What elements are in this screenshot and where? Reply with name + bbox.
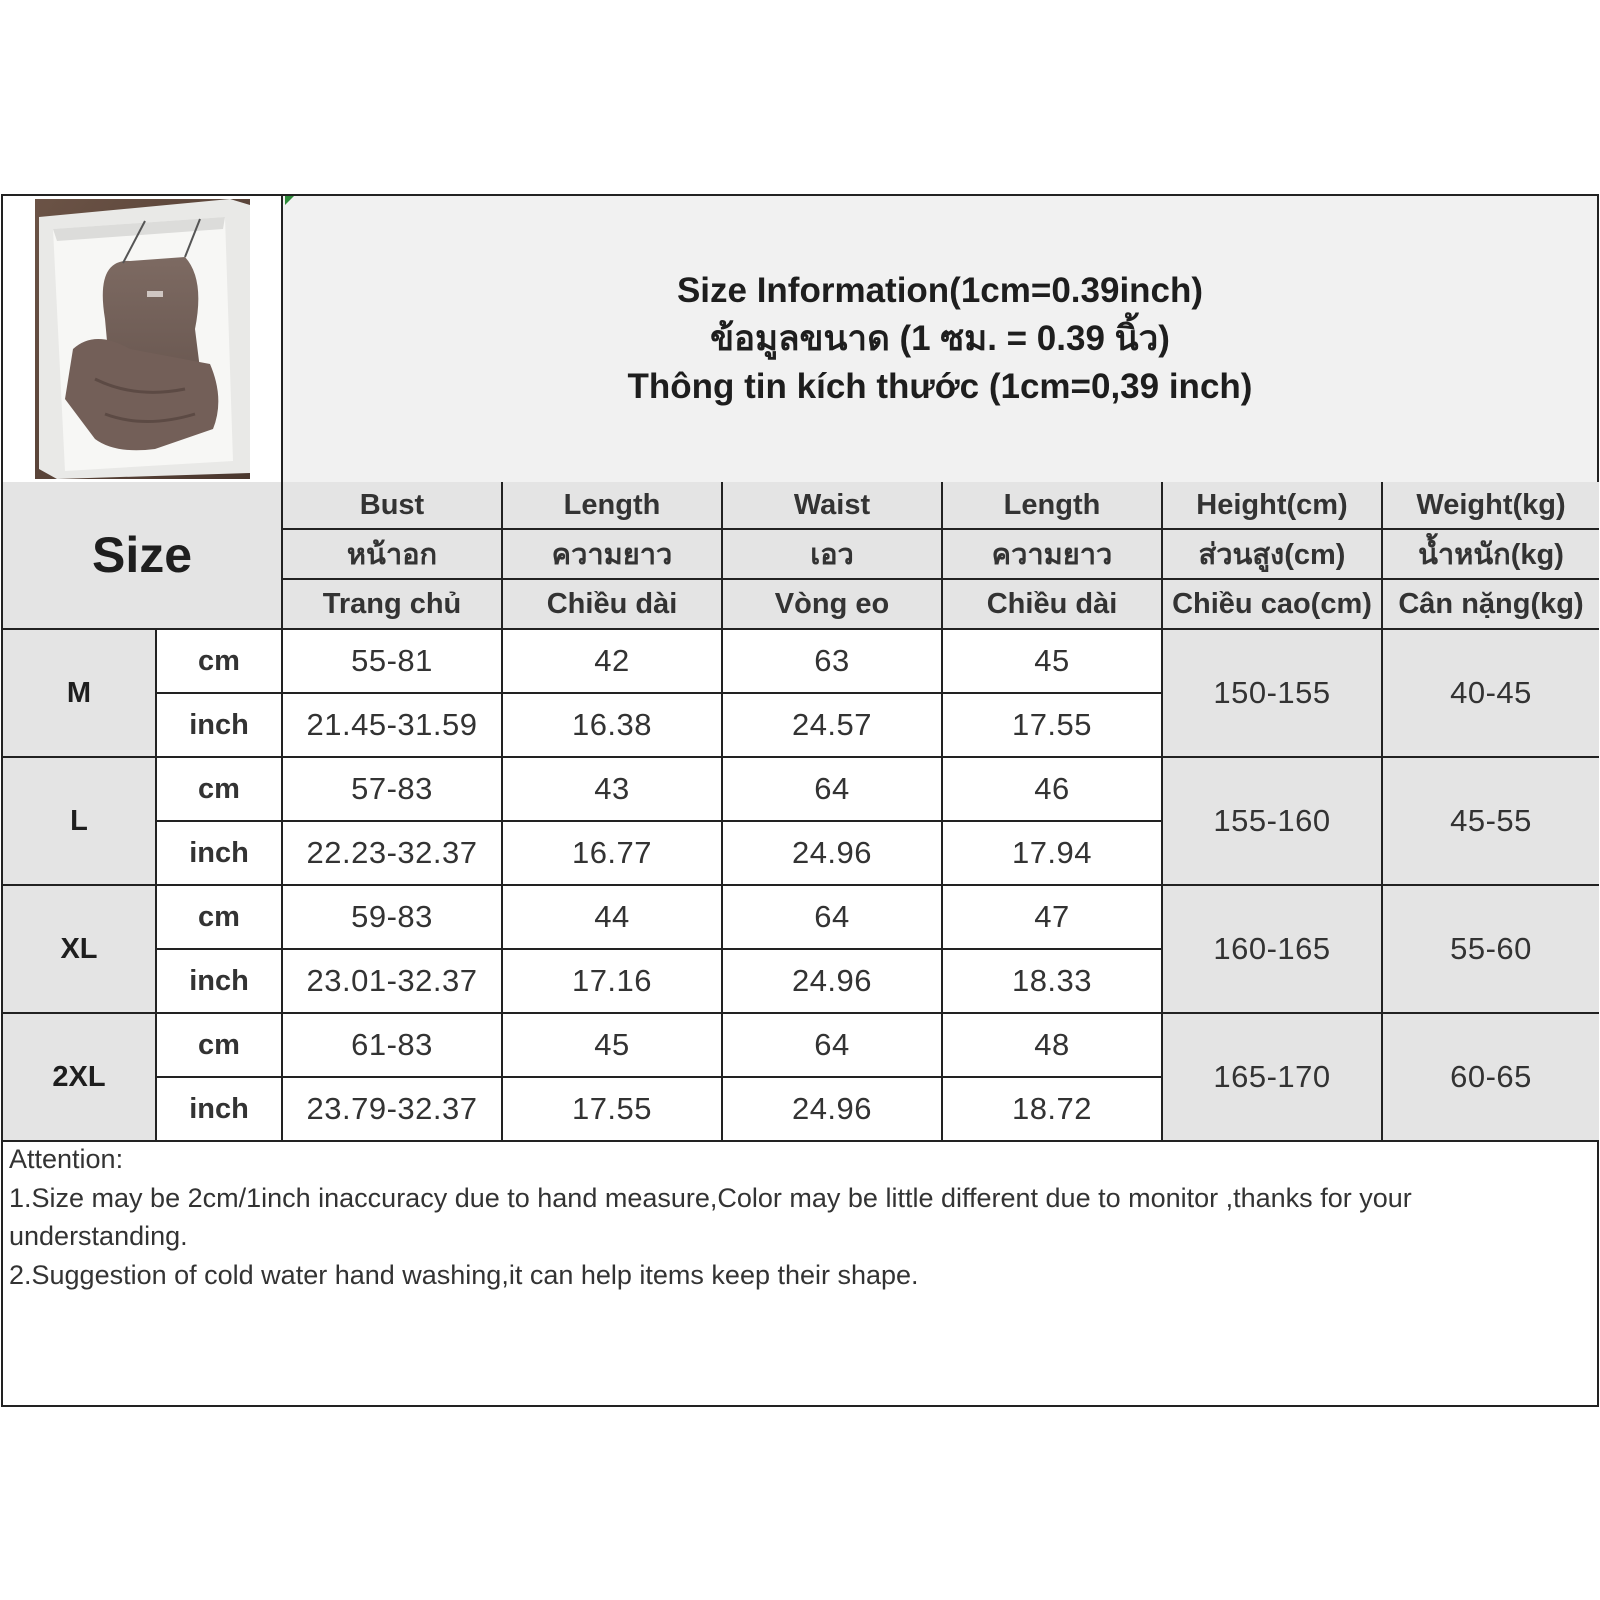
size-chart [1,194,1599,1407]
column-header-vi: Cân nặng(kg) [1383,580,1599,630]
column-header-th: ส่วนสูง(cm) [1163,530,1383,580]
value-inch: 17.55 [943,694,1163,758]
value-inch: 18.72 [943,1078,1163,1142]
height-range: 150-155 [1163,630,1383,758]
height-range: 155-160 [1163,758,1383,886]
column-header-th: เอว [723,530,943,580]
value-inch: 23.79-32.37 [283,1078,503,1142]
value-inch: 24.96 [723,1078,943,1142]
weight-range: 60-65 [1383,1014,1599,1142]
notes-heading: Attention: [9,1144,124,1174]
value-inch: 18.33 [943,950,1163,1014]
value-inch: 24.96 [723,950,943,1014]
value-cm: 64 [723,758,943,822]
value-inch: 17.16 [503,950,723,1014]
attention-notes [3,1134,1597,1405]
value-inch: 24.57 [723,694,943,758]
size-name: M [3,630,157,758]
column-header-vi: Chiều cao(cm) [1163,580,1383,630]
size-column-header: Size [3,482,283,630]
title-vietnamese: Thông tin kích thước (1cm=0,39 inch) [627,367,1253,406]
value-cm: 45 [943,630,1163,694]
value-inch: 23.01-32.37 [283,950,503,1014]
column-header-vi: Trang chủ [283,580,503,630]
weight-range: 55-60 [1383,886,1599,1014]
unit-label-cm: cm [157,758,283,822]
note-item: 2.Suggestion of cold water hand washing,it can help items keep their shape. [9,1259,919,1290]
column-header-th: หน้าอก [283,530,503,580]
unit-label-inch: inch [157,950,283,1014]
column-header-en: Length [503,482,723,530]
value-inch: 22.23-32.37 [283,822,503,886]
value-inch: 16.77 [503,822,723,886]
unit-label-cm: cm [157,630,283,694]
column-header-vi: Vòng eo [723,580,943,630]
height-range: 165-170 [1163,1014,1383,1142]
product-photo-cell [3,196,283,482]
unit-label-cm: cm [157,886,283,950]
column-header-en: Height(cm) [1163,482,1383,530]
unit-label-inch: inch [157,694,283,758]
value-inch: 17.94 [943,822,1163,886]
column-header-vi: Chiều dài [503,580,723,630]
value-cm: 47 [943,886,1163,950]
column-header-en: Weight(kg) [1383,482,1599,530]
unit-label-inch: inch [157,1078,283,1142]
value-inch: 17.55 [503,1078,723,1142]
value-cm: 45 [503,1014,723,1078]
value-cm: 55-81 [283,630,503,694]
column-header-vi: Chiều dài [943,580,1163,630]
cell-corner-marker [285,196,294,205]
column-header-en: Bust [283,482,503,530]
title-block [283,196,1597,482]
value-cm: 57-83 [283,758,503,822]
weight-range: 40-45 [1383,630,1599,758]
size-name: XL [3,886,157,1014]
value-cm: 61-83 [283,1014,503,1078]
size-name: L [3,758,157,886]
unit-label-inch: inch [157,822,283,886]
value-cm: 43 [503,758,723,822]
unit-label-cm: cm [157,1014,283,1078]
value-inch: 16.38 [503,694,723,758]
value-inch: 24.96 [723,822,943,886]
value-cm: 48 [943,1014,1163,1078]
value-cm: 64 [723,886,943,950]
product-photo [35,199,250,479]
value-inch: 21.45-31.59 [283,694,503,758]
title-english: Size Information(1cm=0.39inch) [676,271,1204,310]
value-cm: 63 [723,630,943,694]
column-header-en: Length [943,482,1163,530]
value-cm: 42 [503,630,723,694]
value-cm: 64 [723,1014,943,1078]
value-cm: 59-83 [283,886,503,950]
size-name: 2XL [3,1014,157,1142]
column-header-th: น้ำหนัก(kg) [1383,530,1599,580]
column-header-en: Waist [723,482,943,530]
weight-range: 45-55 [1383,758,1599,886]
note-item: 1.Size may be 2cm/1inch inaccuracy due to hand measure,Color may be little different due to monitor ,thanks for your understanding. [9,1182,1412,1251]
column-header-th: ความยาว [943,530,1163,580]
value-cm: 44 [503,886,723,950]
title-thai: ข้อมูลขนาด (1 ซม. = 0.39 นิ้ว) [710,319,1170,358]
height-range: 160-165 [1163,886,1383,1014]
value-cm: 46 [943,758,1163,822]
column-header-th: ความยาว [503,530,723,580]
